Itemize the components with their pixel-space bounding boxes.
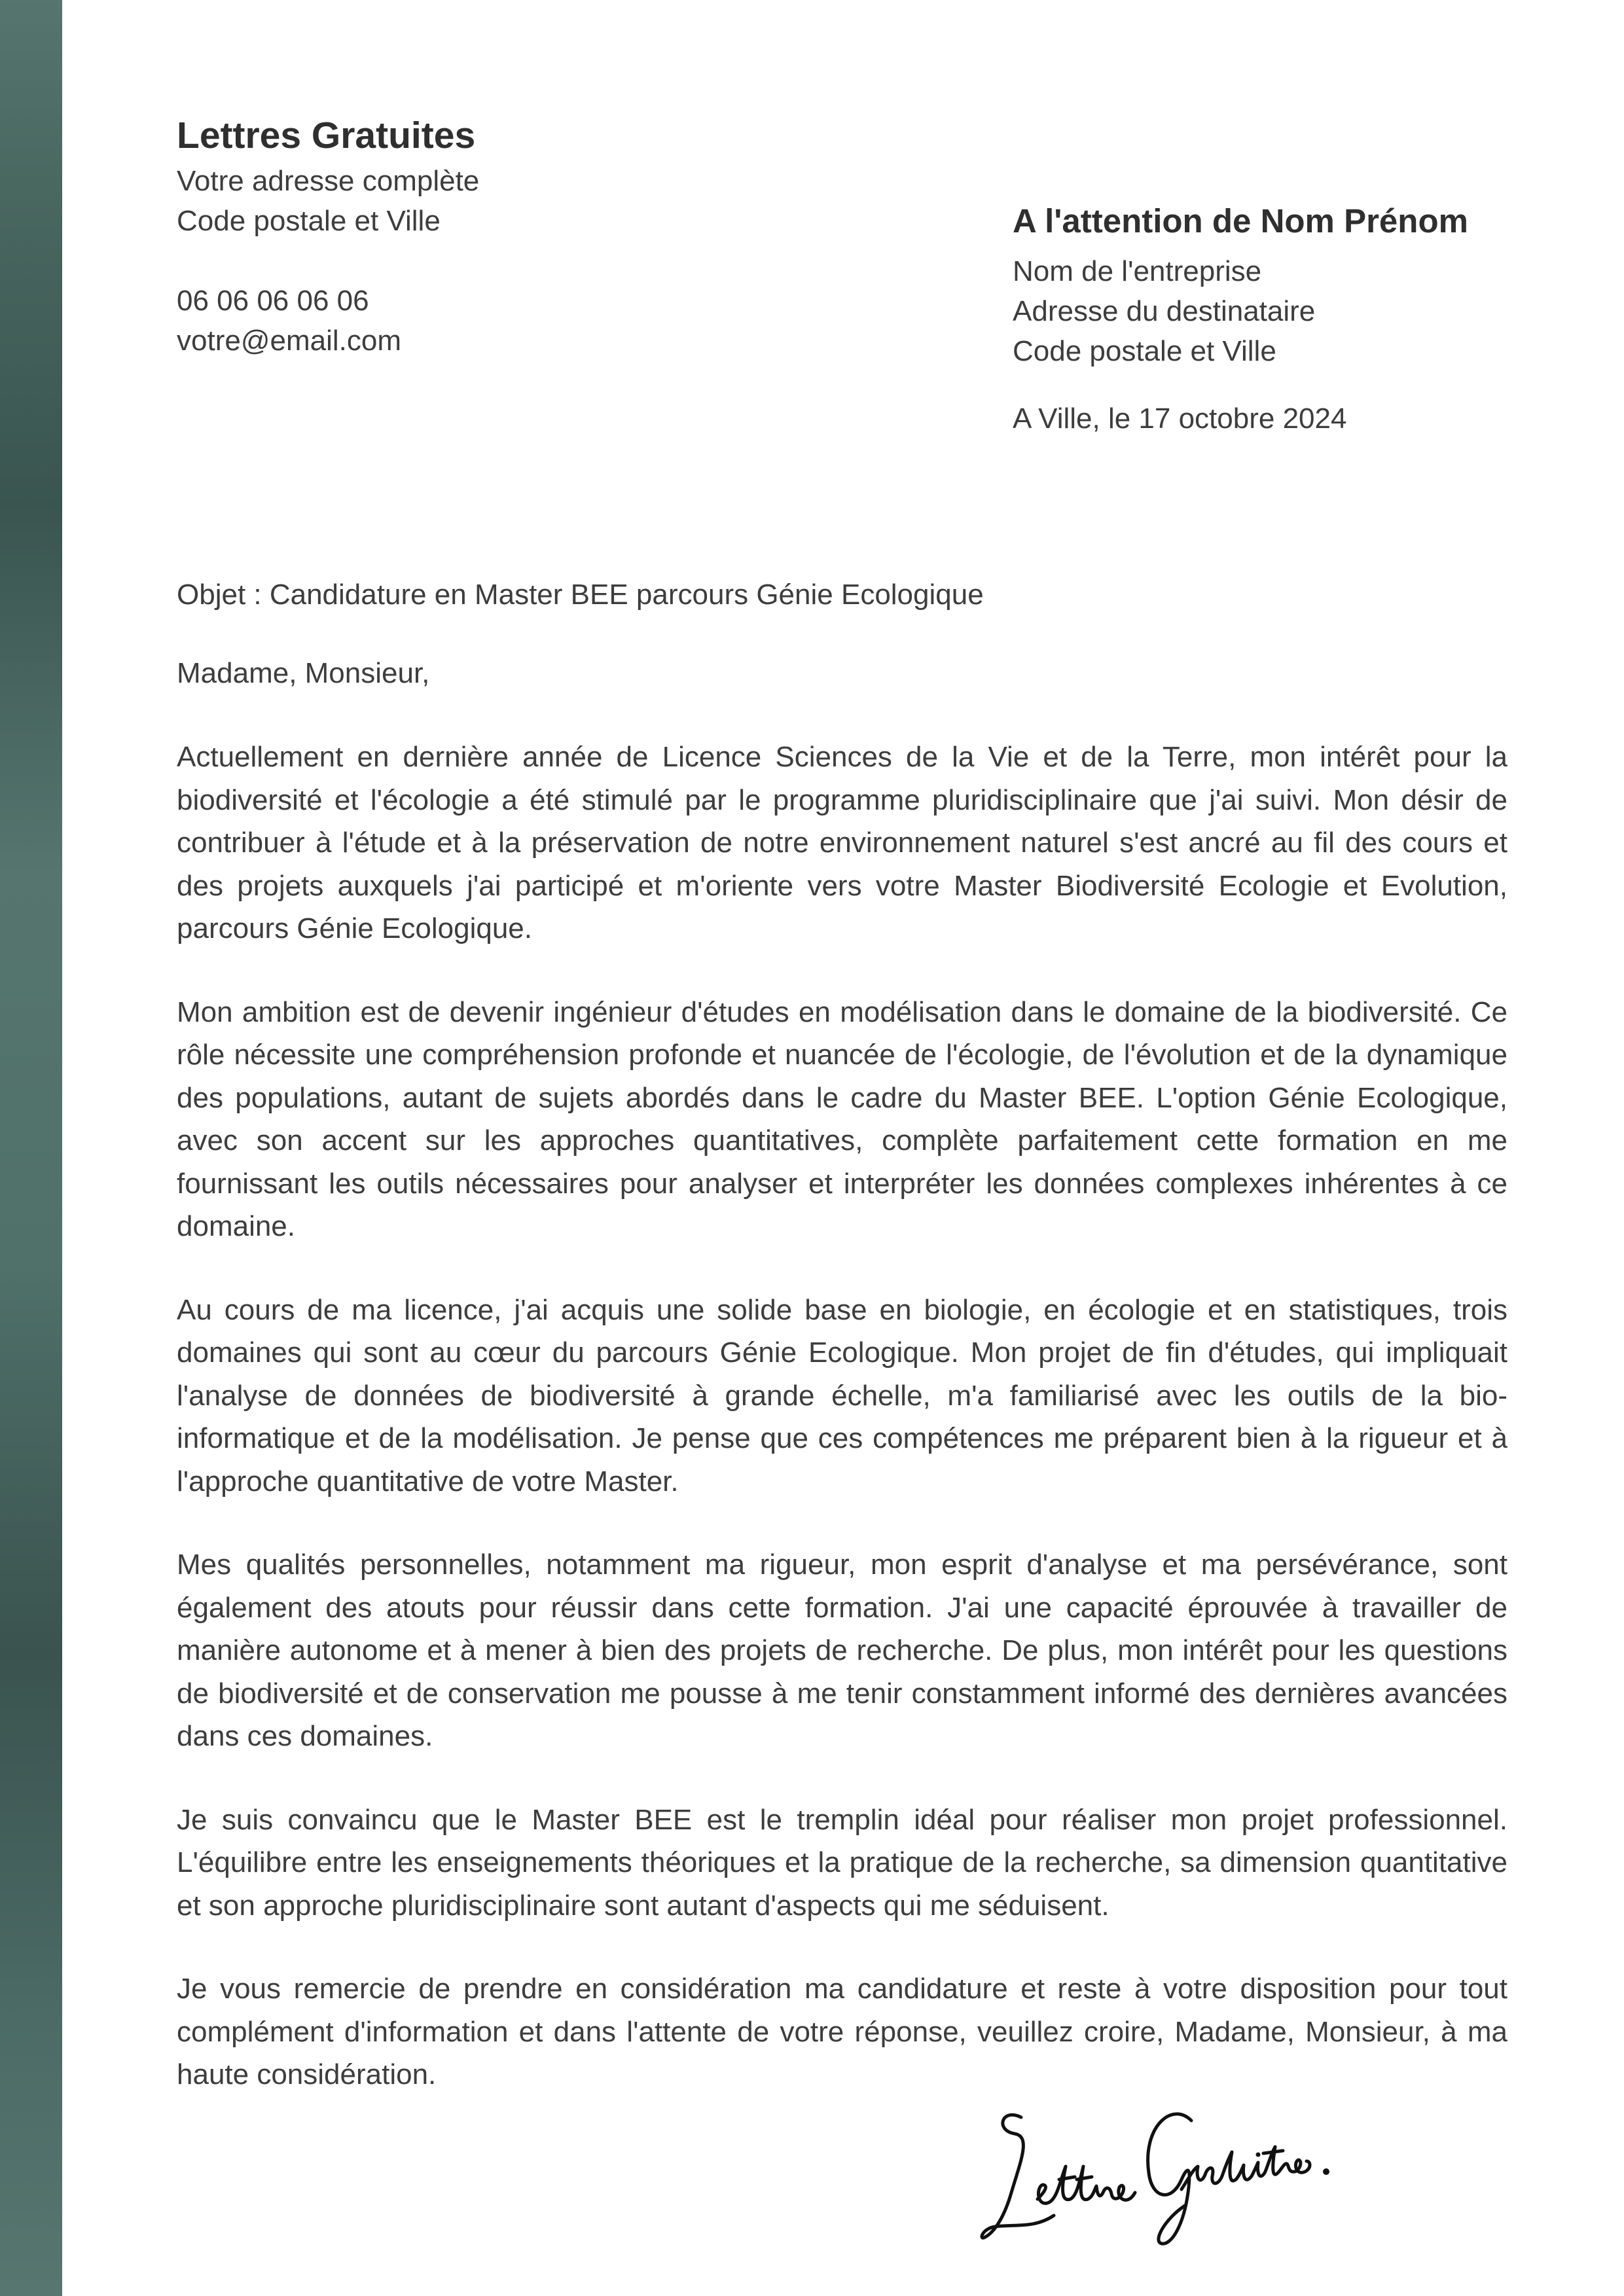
recipient-address: Adresse du destinataire	[1013, 295, 1316, 327]
letter-body	[177, 573, 1507, 2096]
letter-paragraph: Je suis convaincu que le Master BEE est le tremplin idéal pour réaliser mon projet professionnel. L'équilibre entre les enseignements théoriques et la pratique de la recherche, sa dimension quantitative et son approche pluridisciplinaire sont autant d'aspects qui me séduisent.	[177, 1803, 1507, 1922]
letter-paragraph: Au cours de ma licence, j'ai acquis une solide base en biologie, en écologie et en statistiques, trois domaines qui sont au cœur du parcours Génie Ecologique. Mon projet de fin d'études, qui impliquait l'analyse de données de biodiversité à grande échelle, m'a familiarisé avec les outils de la bio-informatique et de la modélisation. Je pense que ces compétences me préparent bien à la rigueur et à l'approche quantitative de votre Master.	[177, 1293, 1507, 1498]
sender-email: votre@email.com	[177, 325, 401, 357]
decorative-side-band	[0, 0, 62, 2296]
letter-salutation: Madame, Monsieur,	[177, 657, 430, 689]
recipient-attention: A l'attention de Nom Prénom	[1013, 202, 1468, 240]
sender-city: Code postale et Ville	[177, 205, 441, 237]
letter-date: A Ville, le 17 octobre 2024	[1013, 403, 1347, 435]
handwritten-signature	[975, 2081, 1368, 2251]
letter-subject: Objet : Candidature en Master BEE parcours Génie Ecologique	[177, 579, 984, 611]
letter-paragraph: Mon ambition est de devenir ingénieur d'études en modélisation dans le domaine de la biodiversité. Ce rôle nécessite une compréhension profonde et nuancée de l'écologie, de l'évolution et de la dynamique des populations, autant de sujets abordés dans le cadre du Master BEE. L'option Génie Ecologique, avec son accent sur les approches quantitatives, complète parfaitement cette formation en me fournissant les outils nécessaires pour analyser et interpréter les données complexes inhérentes à ce domaine.	[177, 996, 1507, 1242]
sender-block	[177, 110, 766, 361]
sender-phone: 06 06 06 06 06	[177, 285, 369, 317]
recipient-company: Nom de l'entreprise	[1013, 255, 1262, 287]
recipient-block	[1013, 198, 1602, 467]
sender-address: Votre adresse complète	[177, 165, 480, 197]
sender-name: Lettres Gratuites	[177, 115, 476, 156]
letter-paragraph: Mes qualités personnelles, notamment ma rigueur, mon esprit d'analyse et ma persévérance, sont également des atouts pour réussir dans cette formation. J'ai une capacité éprouvée à travailler de manière autonome et à mener à bien des projets de recherche. De plus, mon intérêt pour les questions de biodiversité et de conservation me pousse à me tenir constamment informé des dernières avancées dans ces domaines.	[177, 1549, 1507, 1752]
letter-paragraph: Actuellement en dernière année de Licence Sciences de la Vie et de la Terre, mon intérêt pour la biodiversité et l'écologie a été stimulé par le programme pluridisciplinaire que j'ai suivi. Mon désir de contribuer à l'étude et à la préservation de notre environnement naturel s'est ancré au fil des cours et des projets auxquels j'ai participé et m'oriente vers votre Master Biodiversité Ecologie et Evolution, parcours Génie Ecologique.	[177, 741, 1507, 944]
letter-paragraph: Je vous remercie de prendre en considération ma candidature et reste à votre disposition pour tout complément d'information et dans l'attente de votre réponse, veuillez croire, Madame, Monsieur, à ma haute considération.	[177, 1973, 1507, 2090]
recipient-city: Code postale et Ville	[1013, 335, 1276, 367]
